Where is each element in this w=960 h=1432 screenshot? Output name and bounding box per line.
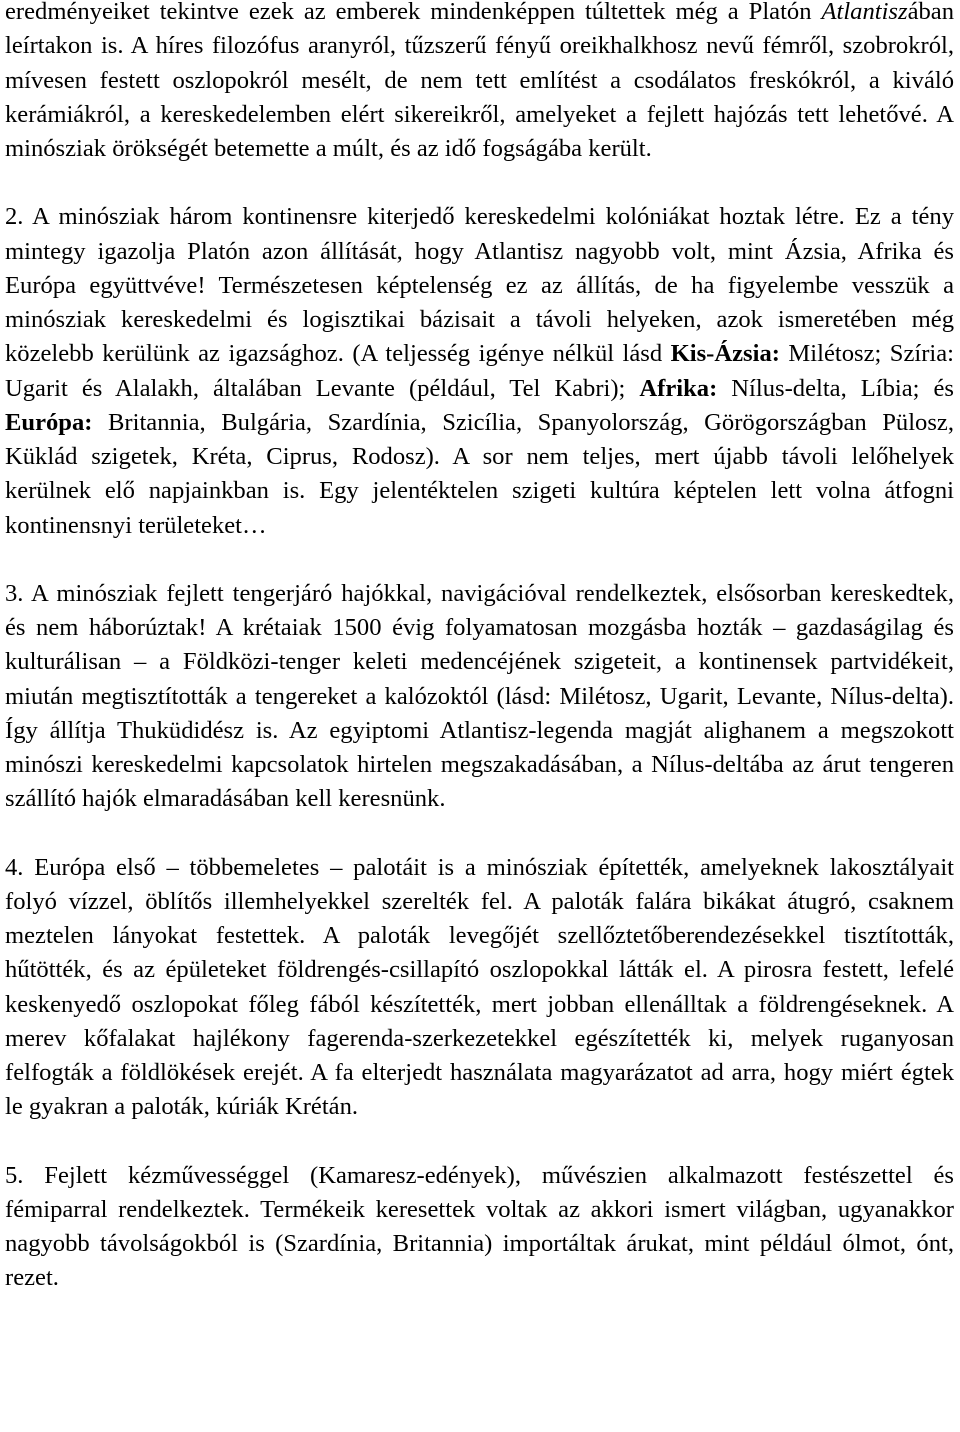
paragraph-gap bbox=[5, 166, 954, 200]
paragraph-gap bbox=[5, 817, 954, 851]
paragraph-gap bbox=[5, 543, 954, 577]
bold-kis-azsia: Kis-Ázsia: bbox=[670, 340, 780, 368]
paragraph-intro: eredményeiket tekintve ezek az emberek mindenképpen túltettek még a Platón Atlantiszában leírtakon is. A híres filozófus aranyról, tűzszerű fényű oreikhalkhosz nevű fémről, szobrokról, mívesen festett oszlopokról mesélt, de nem tett említést a csodálatos freskókról, a kiváló kerámiákról, a kereskedelemben elért sikereikről, amelyeket a fejlett hajózás tett lehetővé. A minósziak örökségét betemette a múlt, és az idő fogságába került. bbox=[5, 0, 954, 162]
paragraph-2: 2. A minósziak három kontinensre kiterjedő kereskedelmi kolóniákat hoztak létre. Ez a tény mintegy igazolja Platón azon állítását, hogy Atlantisz nagyobb volt, mint Ázsia, Afrika és Európa együttvéve! Természetesen képtelenség ez az állítás, de ha figyelembe vesszük a minósziak kereskedelmi és logisztikai bázisait a távoli helyeken, azok ismeretében még közelebb kerülünk az igazsághoz. (A teljesség igénye nélkül lásd Kis-Ázsia: Milétosz; Szíria: Ugarit és Alalakh, általában Levante (például, Tel Kabri); Afrika: Nílus-delta, Líbia; és Európa: Britannia, Bulgária, Szardínia, Szicília, Spanyolország, Görögországban Pülosz, Küklád szigetek, Kréta, Ciprus, Rodosz). A sor nem teljes, mert újabb távoli lelőhelyek kerülnek elő napjainkban is. Egy jelentéktelen szigeti kultúra képtelen lett volna átfogni kontinensnyi területeket… bbox=[5, 203, 954, 539]
italic-title: Atlantisz bbox=[821, 0, 908, 25]
paragraph-3: 3. A minósziak fejlett tengerjáró hajókkal, navigációval rendelkeztek, elsősorban kereskedtek, és nem háborúztak! A krétaiak 1500 évig folyamatosan mozgásba hozták – gazdaságilag és kulturálisan – a Földközi-tenger keleti medencéjének szigeteit, a kontinensek partvidékeit, miután megtisztították a tengereket a kalózoktól (lásd: Milétosz, Ugarit, Levante, Nílus-delta). Így állítja Thuküdidész is. Az egyiptomi Atlantisz-legenda magját alighanem a megszokott minószi kereskedelmi kapcsolatok hirtelen megszakadásában, a Nílus-deltába az árut tengeren szállító hajók elmaradásában kell keresnünk. bbox=[5, 579, 954, 813]
paragraph-gap bbox=[5, 1125, 954, 1159]
bold-afrika: Afrika: bbox=[639, 374, 718, 402]
document-page bbox=[5, 0, 954, 1296]
paragraph-4: 4. Európa első – többemeletes – palotáit is a minósziak építették, amelyeknek lakosztályait folyó vízzel, öblítős illemhelyekkel szerelték fel. A paloták falára bikákat átugró, csaknem meztelen lányokat festettek. A paloták levegőjét szellőztetőberendezésekkel tisztították, hűtötték, és az épületeket földrengés-csillapító oszlopokkal látták el. A pirosra festett, lefelé keskenyedő oszlopokat főleg fából készítették, mert jobban ellenálltak a földrengéseknek. A merev kőfalakat hajlékony fagerenda-szerkezetekkel egészítették ki, melyek ruganyosan felfogták a földlökések erejét. A fa elterjedt használata magyarázatot ad arra, hogy miért égtek le gyakran a paloták, kúriák Krétán. bbox=[5, 853, 954, 1121]
paragraph-5: 5. Fejlett kézművességgel (Kamaresz-edények), művészien alkalmazott festészettel és fémiparral rendelkeztek. Termékeik keresettek voltak az akkori ismert világban, ugyanakkor nagyobb távolságokból is (Szardínia, Britannia) importáltak árukat, mint például ólmot, ónt, rezet. bbox=[5, 1161, 954, 1292]
bold-europa: Európa: bbox=[5, 408, 93, 436]
